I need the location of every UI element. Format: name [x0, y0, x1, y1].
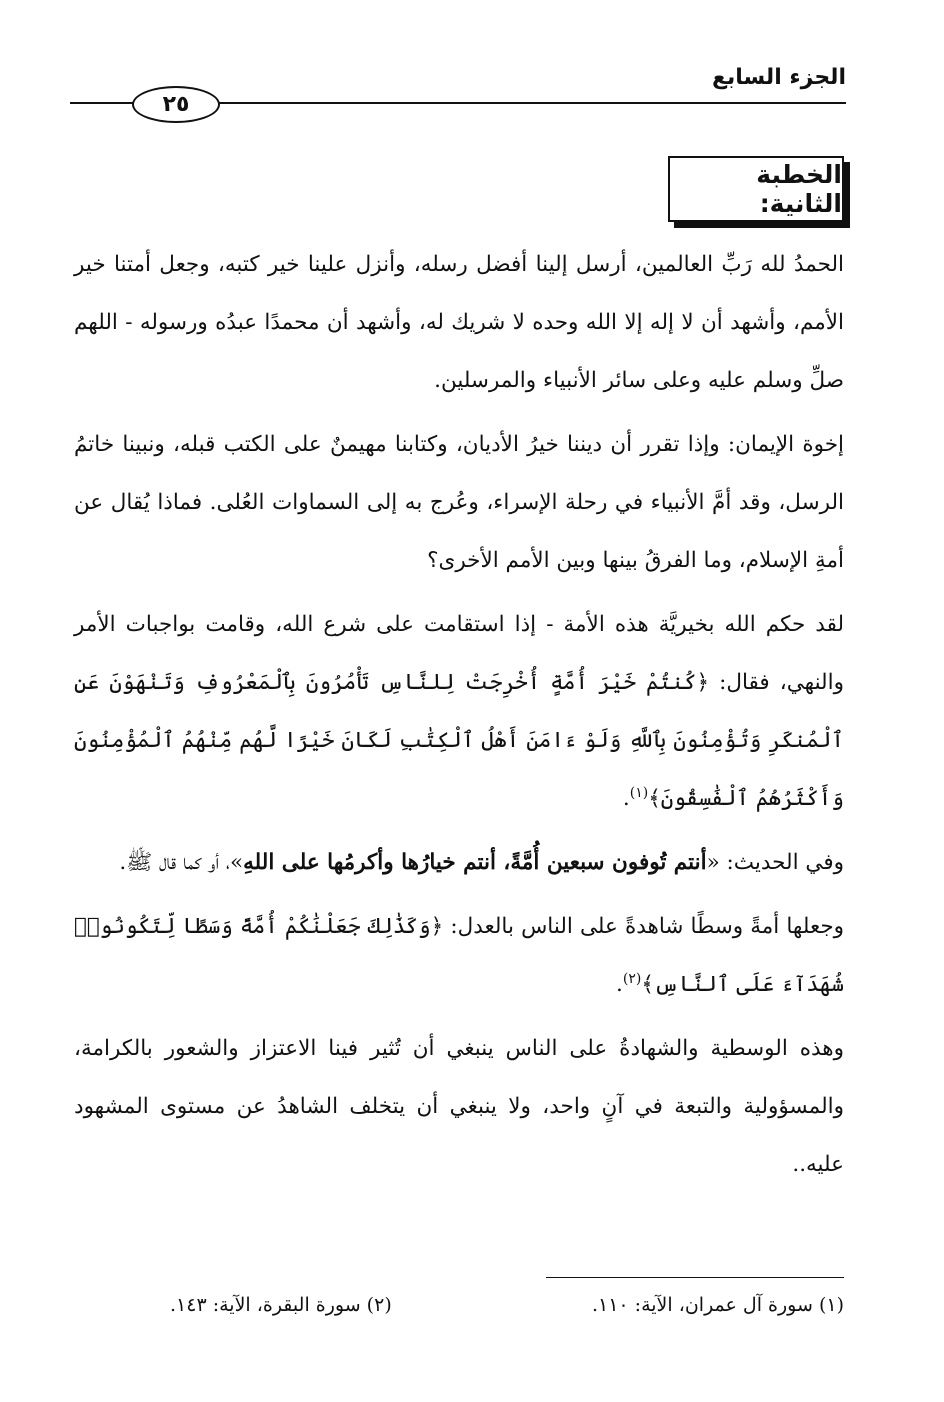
footnote-rule	[546, 1277, 844, 1278]
quran-quote: ﴿وَكَذَٰلِكَ جَعَلْنَٰكُمْ أُمَّةً وَسَطًا لِّتَكُونُوا۟ شُهَدَآءَ عَلَى ٱلنَّاسِ﴾	[74, 914, 844, 997]
paragraph	[74, 416, 844, 590]
paragraph	[74, 596, 844, 828]
paragraph	[74, 898, 844, 1014]
paragraph	[74, 236, 844, 410]
footnote: (١) سورة آل عمران، الآية: ١١٠.	[591, 1294, 844, 1316]
page-header	[70, 55, 846, 125]
paragraph-text: وفي الحديث: «	[706, 850, 844, 875]
footnote: (٢) سورة البقرة، الآية: ١٤٣.	[170, 1294, 392, 1316]
page-number: ٢٥	[132, 86, 220, 123]
hadith-quote: أنتم تُوفون سبعين أُمَّةً، أنتم خيارُها وأكرمُها على اللهِ	[243, 850, 707, 875]
section-title: الخطبة الثانية:	[668, 156, 844, 222]
header-title: الجزء السابع	[712, 65, 846, 90]
paragraph-text: الحمدُ لله رَبِّ العالمين، أرسل إلينا أفضل رسله، وأنزل علينا خير كتبه، وجعل أمتنا خير الأمم، وأشهد أن لا إله إلا الله وحده لا شريك له، وأشهد أن محمدًا عبدُه ورسوله - اللهم صلِّ وسلم عليه وعلى سائر الأنبياء والمرسلين.	[74, 252, 844, 393]
quran-quote: ﴿كُنتُمْ خَيْرَ أُمَّةٍ أُخْرِجَتْ لِلنَّاسِ تَأْمُرُونَ بِٱلْمَعْرُوفِ وَتَنْهَوْنَ عَنِ ٱلْمُنكَرِ وَتُؤْمِنُونَ بِٱللَّهِ وَلَوْ ءَامَنَ أَهْلُ ٱلْكِتَٰبِ لَكَانَ خَيْرًا لَّهُم مِّنْهُمُ ٱلْمُؤْمِنُونَ وَأَكْثَرُهُمُ ٱلْفَٰسِقُونَ﴾	[74, 670, 844, 811]
paragraph-text: »، أو كما قال ﷺ.	[119, 850, 244, 875]
paragraph-tail: .	[622, 786, 630, 811]
paragraph-text: إخوة الإيمان: وإذا تقرر أن ديننا خيرُ الأديان، وكتابنا مهيمنٌ على الكتب قبله، ونبينا خاتمُ الرسل، وقد أمَّ الأنبياء في رحلة الإسراء، وعُرج به إلى السماوات العُلى. فماذا يُقال عن أمةِ الإسلام، وما الفرقُ بينها وبين الأمم الأخرى؟	[74, 432, 844, 573]
paragraph	[74, 834, 844, 892]
paragraph-text: وهذه الوسطية والشهادةُ على الناس ينبغي أن تُثير فينا الاعتزاز والشعور بالكرامة، والمسؤولية والتبعة في آنٍ واحد، ولا ينبغي أن يتخلف الشاهدُ عن مستوى المشهود عليه..	[74, 1036, 844, 1177]
footnotes	[170, 1294, 844, 1316]
footnote-ref: (١)	[629, 784, 649, 801]
body-text	[74, 236, 844, 1200]
paragraph-text: وجعلها أمةً وسطًا شاهدةً على الناس بالعدل:	[450, 914, 844, 939]
paragraph	[74, 1020, 844, 1194]
footnote-ref: (٢)	[622, 970, 642, 987]
paragraph-text: لقد حكم الله بخيريَّة هذه الأمة - إذا استقامت على شرع الله، وقامت بواجبات الأمر والنهي، فقال:	[74, 612, 844, 695]
paragraph-tail: .	[616, 972, 623, 997]
